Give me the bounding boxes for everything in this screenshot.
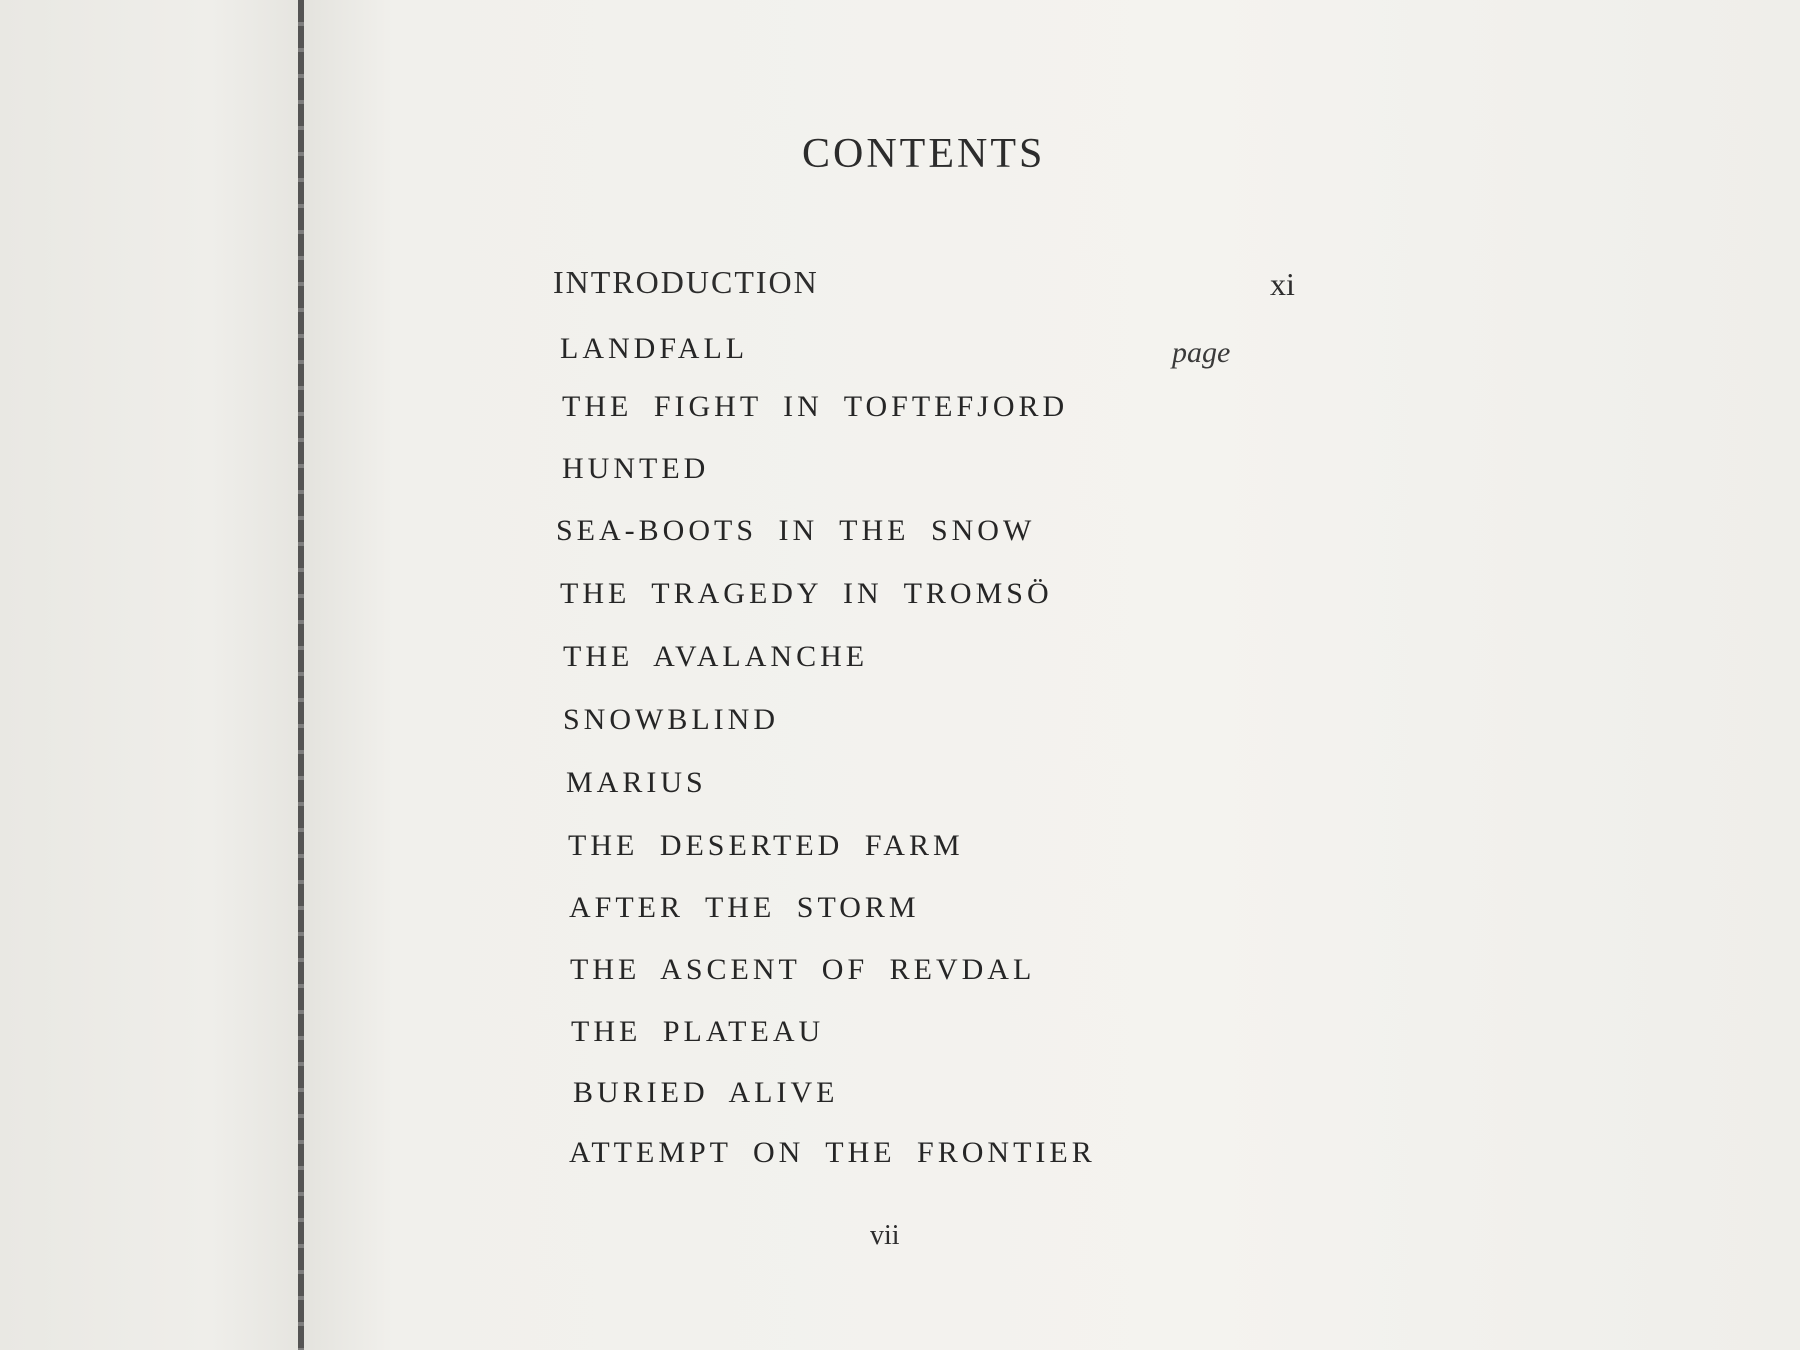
chapter-title: ATTEMPT ON THE FRONTIER (569, 1136, 1096, 1169)
chapter-title: LANDFALL (560, 332, 749, 365)
chapter-title: SEA-BOOTS IN THE SNOW (556, 514, 1036, 547)
chapter-title: MARIUS (566, 766, 707, 799)
chapter-title: THE ASCENT OF REVDAL (570, 953, 1036, 986)
left-page (0, 0, 300, 1350)
chapter-title: BURIED ALIVE (573, 1076, 839, 1109)
chapter-title: SNOWBLIND (563, 703, 779, 736)
chapter-title: THE PLATEAU (571, 1015, 825, 1048)
page-column-label: page (1172, 336, 1231, 369)
page-title: CONTENTS (802, 131, 1046, 177)
chapter-title: THE DESERTED FARM (568, 829, 964, 862)
introduction-page-number: xi (1270, 266, 1295, 302)
chapter-title: THE FIGHT IN TOFTEFJORD (562, 390, 1069, 423)
introduction-label: INTRODUCTION (553, 264, 819, 300)
chapter-title: THE TRAGEDY IN TROMSÖ (560, 577, 1053, 610)
chapter-title: HUNTED (562, 452, 710, 485)
chapter-title: AFTER THE STORM (569, 891, 920, 924)
chapter-title: THE AVALANCHE (563, 640, 869, 673)
page-folio: vii (870, 1220, 900, 1251)
